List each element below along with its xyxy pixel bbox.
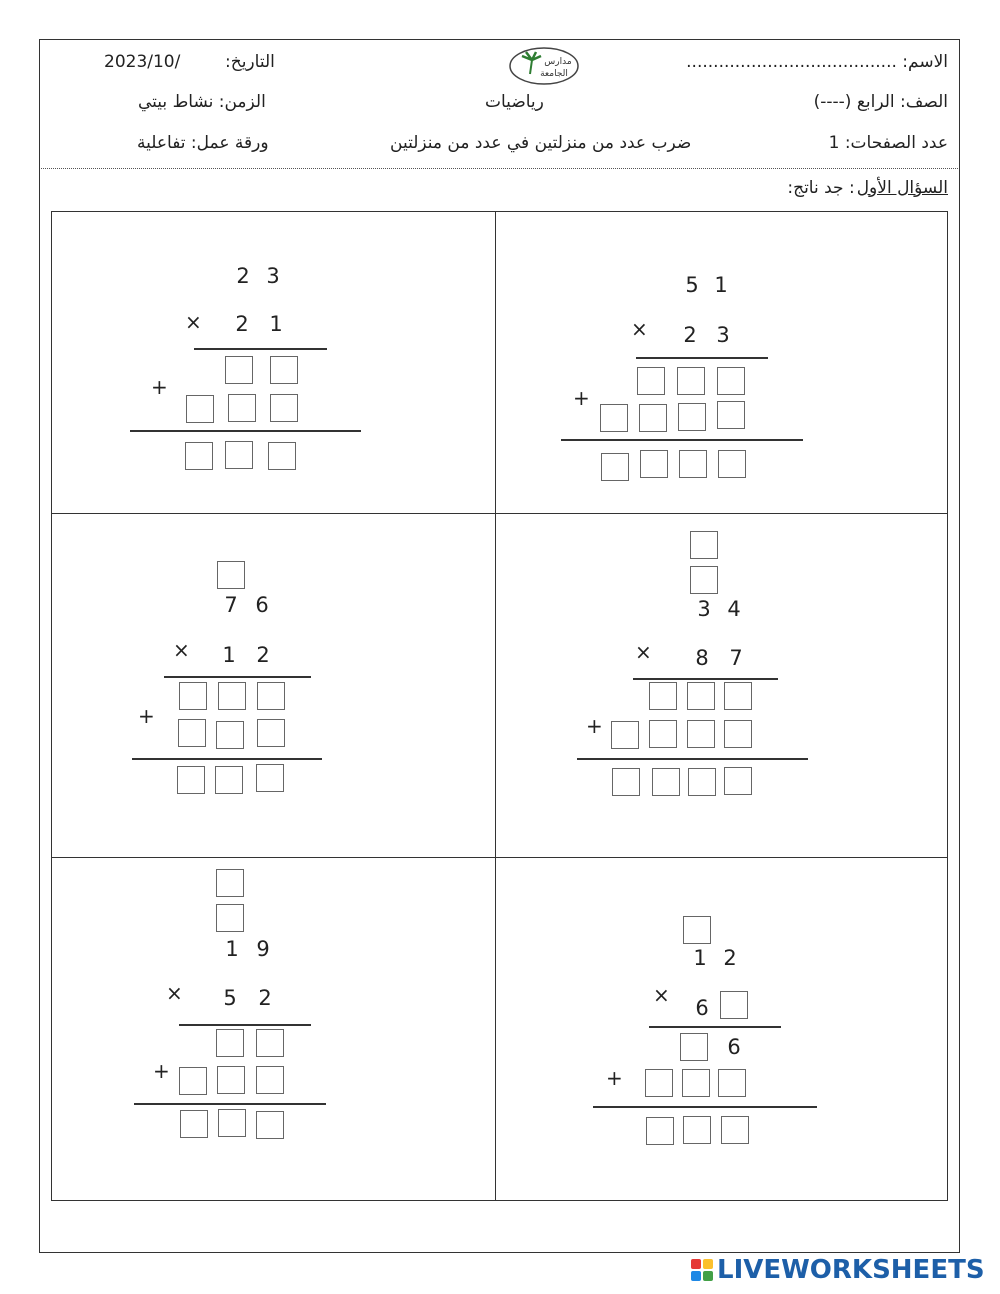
digit: 2 — [235, 312, 249, 336]
digit: 9 — [256, 937, 270, 961]
answer-box[interactable] — [637, 367, 665, 395]
plus-sign: + — [151, 375, 168, 399]
result-box[interactable] — [612, 768, 640, 796]
digit: 6 — [695, 996, 709, 1020]
grade-label: الصف: الرابع (----) — [813, 92, 948, 112]
result-box[interactable] — [268, 442, 296, 470]
answer-box[interactable] — [649, 682, 677, 710]
result-box[interactable] — [215, 766, 243, 794]
digit: 1 — [269, 312, 283, 336]
digit: 8 — [695, 646, 709, 670]
plus-sign: + — [573, 386, 590, 410]
digit: 1 — [225, 937, 239, 961]
svg-text:الجامعة: الجامعة — [540, 69, 568, 79]
sum-line — [132, 758, 322, 760]
subject-title: رياضيات — [485, 92, 544, 112]
result-box[interactable] — [721, 1116, 749, 1144]
header-separator — [41, 168, 958, 169]
answer-box[interactable] — [256, 1066, 284, 1094]
times-sign: × — [653, 983, 670, 1007]
answer-box[interactable] — [217, 1066, 245, 1094]
answer-box[interactable] — [225, 356, 253, 384]
school-logo — [508, 46, 580, 86]
digit: 1 — [222, 643, 236, 667]
carry-box[interactable] — [216, 869, 244, 897]
svg-text:مدارس: مدارس — [544, 57, 572, 67]
times-sign: × — [631, 317, 648, 341]
result-box[interactable] — [256, 764, 284, 792]
digit: 3 — [266, 264, 280, 288]
answer-box[interactable] — [687, 720, 715, 748]
sum-line — [593, 1106, 817, 1108]
answer-box[interactable] — [724, 720, 752, 748]
digit: 2 — [256, 643, 270, 667]
grid-divider-horizontal — [52, 513, 947, 514]
grid-divider-vertical — [495, 212, 496, 1200]
answer-box[interactable] — [611, 721, 639, 749]
result-box[interactable] — [652, 768, 680, 796]
answer-box[interactable] — [178, 719, 206, 747]
plus-sign: + — [586, 714, 603, 738]
answer-box[interactable] — [270, 394, 298, 422]
digit: 2 — [258, 986, 272, 1010]
date-label: التاريخ: — [225, 52, 275, 72]
time-label: الزمن: نشاط بيتي — [138, 92, 266, 112]
grid-divider-horizontal — [52, 857, 947, 858]
result-box[interactable] — [646, 1117, 674, 1145]
result-box[interactable] — [683, 1116, 711, 1144]
plus-sign: + — [153, 1059, 170, 1083]
answer-box[interactable] — [717, 401, 745, 429]
answer-box[interactable] — [179, 682, 207, 710]
answer-box[interactable] — [216, 1029, 244, 1057]
result-box[interactable] — [177, 766, 205, 794]
name-field-label: الاسم: ....................................... — [686, 52, 948, 72]
result-box[interactable] — [601, 453, 629, 481]
digit: 2 — [723, 946, 737, 970]
digit: 5 — [685, 273, 699, 297]
times-sign: × — [635, 640, 652, 664]
digit: 2 — [683, 323, 697, 347]
answer-box[interactable] — [256, 1029, 284, 1057]
answer-box[interactable] — [218, 682, 246, 710]
sum-line — [561, 439, 803, 441]
result-box[interactable] — [640, 450, 668, 478]
answer-box[interactable] — [186, 395, 214, 423]
carry-box[interactable] — [683, 916, 711, 944]
digit: 5 — [223, 986, 237, 1010]
answer-box[interactable] — [257, 719, 285, 747]
result-box[interactable] — [724, 767, 752, 795]
multiplication-line — [649, 1026, 781, 1028]
multiplication-line — [194, 348, 327, 350]
liveworksheets-brand — [690, 1254, 985, 1286]
answer-box[interactable] — [718, 1069, 746, 1097]
digit: 3 — [716, 323, 730, 347]
result-box[interactable] — [225, 441, 253, 469]
liveworksheets-logo-icon — [690, 1258, 714, 1282]
carry-box[interactable] — [217, 561, 245, 589]
digit: 2 — [236, 264, 250, 288]
result-box[interactable] — [688, 768, 716, 796]
question-instruction: : جد ناتج: — [787, 178, 855, 198]
answer-box[interactable] — [179, 1067, 207, 1095]
result-box[interactable] — [180, 1110, 208, 1138]
result-box[interactable] — [185, 442, 213, 470]
answer-box[interactable] — [682, 1069, 710, 1097]
answer-box[interactable] — [680, 1033, 708, 1061]
multiplication-line — [164, 676, 311, 678]
answer-box[interactable] — [270, 356, 298, 384]
missing-digit-box[interactable] — [720, 991, 748, 1019]
answer-box[interactable] — [687, 682, 715, 710]
answer-box[interactable] — [717, 367, 745, 395]
question-heading — [787, 178, 948, 198]
digit: 3 — [697, 597, 711, 621]
pages-label: عدد الصفحات: 1 — [828, 133, 948, 153]
lesson-topic: ضرب عدد من منزلتين في عدد من منزلتين — [390, 133, 692, 153]
multiplication-line — [636, 357, 768, 359]
plus-sign: + — [138, 704, 155, 728]
digit: 4 — [727, 597, 741, 621]
times-sign: × — [185, 310, 202, 334]
digit: 1 — [693, 946, 707, 970]
digit: 7 — [729, 646, 743, 670]
answer-box[interactable] — [216, 721, 244, 749]
digit: 6 — [727, 1035, 741, 1059]
result-box[interactable] — [718, 450, 746, 478]
answer-box[interactable] — [724, 682, 752, 710]
answer-box[interactable] — [649, 720, 677, 748]
sum-line — [134, 1103, 326, 1105]
answer-box[interactable] — [678, 403, 706, 431]
carry-box[interactable] — [690, 531, 718, 559]
answer-box[interactable] — [645, 1069, 673, 1097]
plus-sign: + — [606, 1066, 623, 1090]
times-sign: × — [166, 981, 183, 1005]
date-value: 2023/10/ — [104, 52, 181, 72]
answer-box[interactable] — [639, 404, 667, 432]
result-box[interactable] — [256, 1111, 284, 1139]
carry-box[interactable] — [216, 904, 244, 932]
worksheet-type-label: ورقة عمل: تفاعلية — [137, 133, 269, 153]
answer-box[interactable] — [257, 682, 285, 710]
digit: 6 — [255, 593, 269, 617]
digit: 1 — [714, 273, 728, 297]
multiplication-line — [633, 678, 778, 680]
carry-box[interactable] — [690, 566, 718, 594]
times-sign: × — [173, 638, 190, 662]
question-title: السؤال الأول — [856, 178, 948, 198]
multiplication-line — [179, 1024, 311, 1026]
answer-box[interactable] — [228, 394, 256, 422]
sum-line — [577, 758, 808, 760]
digit: 7 — [224, 593, 238, 617]
result-box[interactable] — [218, 1109, 246, 1137]
sum-line — [130, 430, 361, 432]
brand-name: LIVEWORKSHEETS — [717, 1255, 985, 1285]
answer-box[interactable] — [677, 367, 705, 395]
result-box[interactable] — [679, 450, 707, 478]
answer-box[interactable] — [600, 404, 628, 432]
